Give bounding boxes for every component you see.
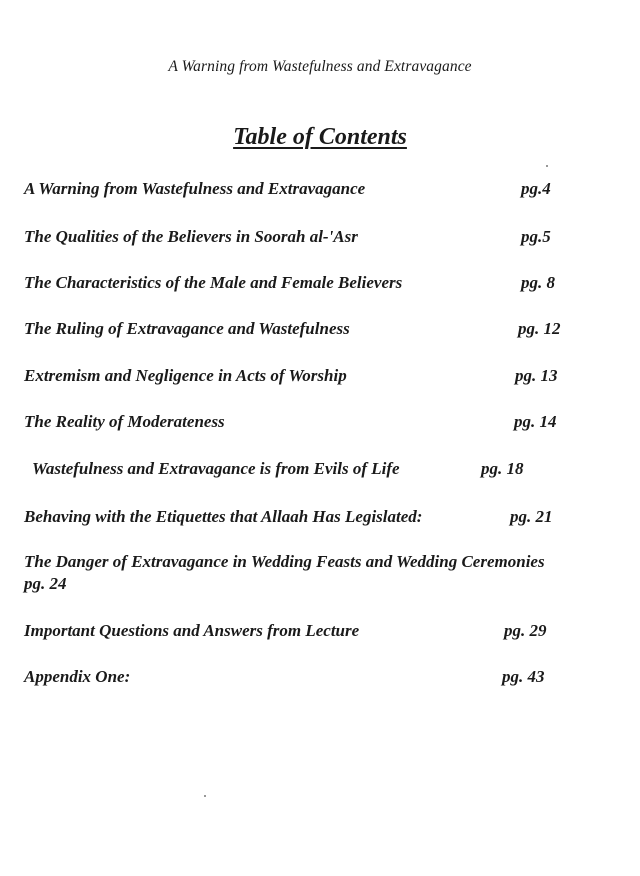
- scan-speck: [546, 165, 548, 167]
- toc-entry-label: A Warning from Wastefulness and Extravagance: [24, 179, 366, 198]
- toc-entry-label: The Reality of Moderateness: [24, 412, 225, 431]
- toc-entry-page: pg. 21: [510, 507, 553, 526]
- toc-entry-page: pg.4: [521, 179, 551, 198]
- toc-entry-page: pg. 43: [502, 667, 545, 686]
- toc-entry-label: The Qualities of the Believers in Soorah al-'Asr: [24, 227, 358, 246]
- toc-entry-page: pg. 13: [515, 366, 558, 385]
- toc-entry-label: Appendix One:: [24, 667, 131, 686]
- toc-entry-label: Extremism and Negligence in Acts of Worship: [24, 366, 347, 385]
- toc-entry-label: Important Questions and Answers from Lecture: [24, 621, 360, 640]
- toc-entry-label: Wastefulness and Extravagance is from Evils of Life: [32, 459, 400, 478]
- toc-entry-label: Behaving with the Etiquettes that Allaah Has Legislated:: [24, 507, 423, 526]
- toc-entry-page: pg. 18: [481, 459, 524, 478]
- toc-entry-label: The Danger of Extravagance in Wedding Feasts and Wedding Ceremonies: [24, 552, 545, 571]
- toc-title: Table of Contents: [233, 124, 407, 150]
- running-header: A Warning from Wastefulness and Extravagance: [168, 58, 472, 75]
- toc-entry-page: pg. 12: [518, 319, 561, 338]
- toc-entry-label: The Characteristics of the Male and Female Believers: [24, 273, 403, 292]
- toc-entry-page: pg. 29: [504, 621, 547, 640]
- toc-entry-page: pg.5: [521, 227, 551, 246]
- toc-entry-page: pg. 24: [24, 574, 67, 593]
- toc-entry-label: The Ruling of Extravagance and Wastefulness: [24, 319, 350, 338]
- toc-entry: [24, 551, 624, 595]
- scan-speck: [204, 795, 206, 797]
- toc-entry-page: pg. 8: [521, 273, 555, 292]
- toc-entry-page: pg. 14: [514, 412, 557, 431]
